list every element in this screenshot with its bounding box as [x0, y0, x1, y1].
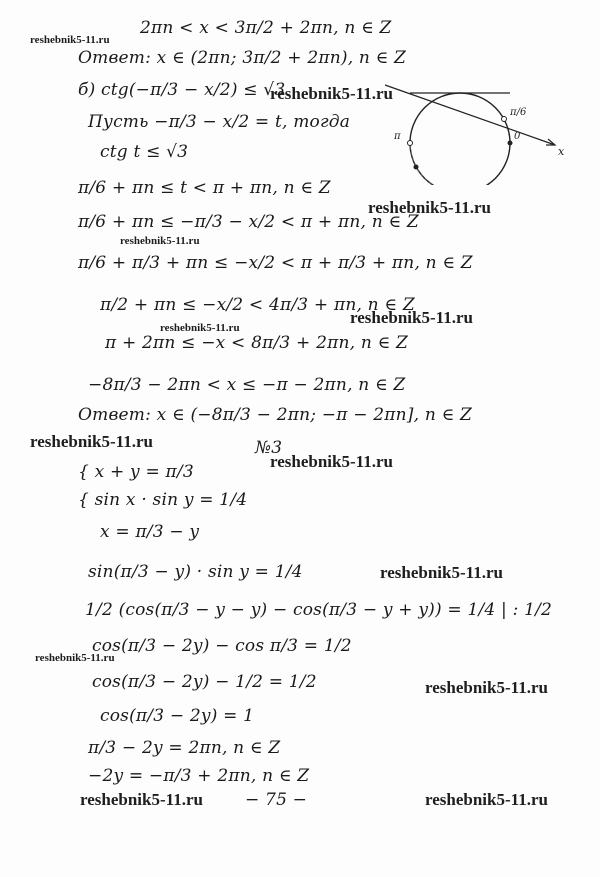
- solution-1: π/3 − 2y = 2πn, n ∈ Z: [88, 738, 281, 758]
- express-x: x = π/3 − y: [100, 522, 200, 542]
- watermark: reshebnik5-11.ru: [380, 563, 503, 582]
- point-lower: [414, 165, 419, 170]
- watermark: reshebnik5-11.ru: [270, 84, 393, 103]
- label-zero: 0: [514, 131, 521, 142]
- step-1: π/6 + πn ≤ −π/3 − x/2 < π + πn, n ∈ Z: [78, 212, 419, 232]
- cos-equals-one: cos(π/3 − 2y) = 1: [100, 706, 255, 726]
- label-pi6: π/6: [510, 107, 527, 118]
- task-number: №3: [255, 438, 283, 458]
- substitution: Пусть −π/3 − x/2 = t, тогда: [88, 112, 351, 132]
- ctg-t-inequality: ctg t ≤ √3: [100, 142, 189, 162]
- system-eq-1: { x + y = π/3: [78, 462, 194, 482]
- point-zero: [508, 141, 513, 146]
- watermark: reshebnik5-11.ru: [425, 678, 548, 697]
- step-5: −8π/3 − 2πn < x ≤ −π − 2πn, n ∈ Z: [88, 375, 406, 395]
- label-x: x: [558, 145, 565, 158]
- shaded-arc: [410, 143, 460, 185]
- watermark: reshebnik5-11.ru: [30, 432, 153, 451]
- solution-2: −2y = −π/3 + 2πn, n ∈ Z: [88, 766, 310, 786]
- substitute: sin(π/3 − y) · sin y = 1/4: [88, 562, 303, 582]
- answer-a: Ответ: x ∈ (2πn; 3π/2 + 2πn), n ∈ Z: [78, 48, 407, 68]
- watermark: reshebnik5-11.ru: [425, 790, 548, 809]
- watermark: reshebnik5-11.ru: [160, 322, 240, 334]
- watermark: reshebnik5-11.ru: [368, 198, 491, 217]
- watermark: reshebnik5-11.ru: [35, 652, 115, 664]
- step-2: π/6 + π/3 + πn ≤ −x/2 < π + π/3 + πn, n ∈ Z: [78, 253, 473, 273]
- part-b-inequality: б) ctg(−π/3 − x/2) ≤ √3: [78, 80, 286, 100]
- unit-circle: [410, 93, 510, 185]
- watermark: reshebnik5-11.ru: [270, 452, 393, 471]
- product-to-sum: 1/2 (cos(π/3 − y − y) − cos(π/3 − y + y)) = 1/4 | : 1/2: [85, 600, 553, 620]
- t-interval: π/6 + πn ≤ t < π + πn, n ∈ Z: [78, 178, 331, 198]
- answer-b: Ответ: x ∈ (−8π/3 − 2πn; −π − 2πn], n ∈ Z: [78, 405, 472, 425]
- watermark: reshebnik5-11.ru: [80, 790, 203, 809]
- step-3: π/2 + πn ≤ −x/2 < 4π/3 + πn, n ∈ Z: [100, 295, 415, 315]
- point-pi: [408, 141, 413, 146]
- watermark: reshebnik5-11.ru: [120, 235, 200, 247]
- step-4: π + 2πn ≤ −x < 8π/3 + 2πn, n ∈ Z: [105, 333, 408, 353]
- simplify-1: cos(π/3 − 2y) − cos π/3 = 1/2: [92, 636, 352, 656]
- page-number: − 75 −: [245, 790, 308, 810]
- watermark: reshebnik5-11.ru: [30, 34, 110, 46]
- watermark: reshebnik5-11.ru: [350, 308, 473, 327]
- system-eq-2: { sin x · sin y = 1/4: [78, 490, 248, 510]
- point-pi6: [502, 117, 507, 122]
- unit-circle-diagram: [380, 55, 570, 185]
- label-pi: π: [394, 131, 401, 142]
- simplify-2: cos(π/3 − 2y) − 1/2 = 1/2: [92, 672, 317, 692]
- line-1: 2πn < x < 3π/2 + 2πn, n ∈ Z: [140, 18, 392, 38]
